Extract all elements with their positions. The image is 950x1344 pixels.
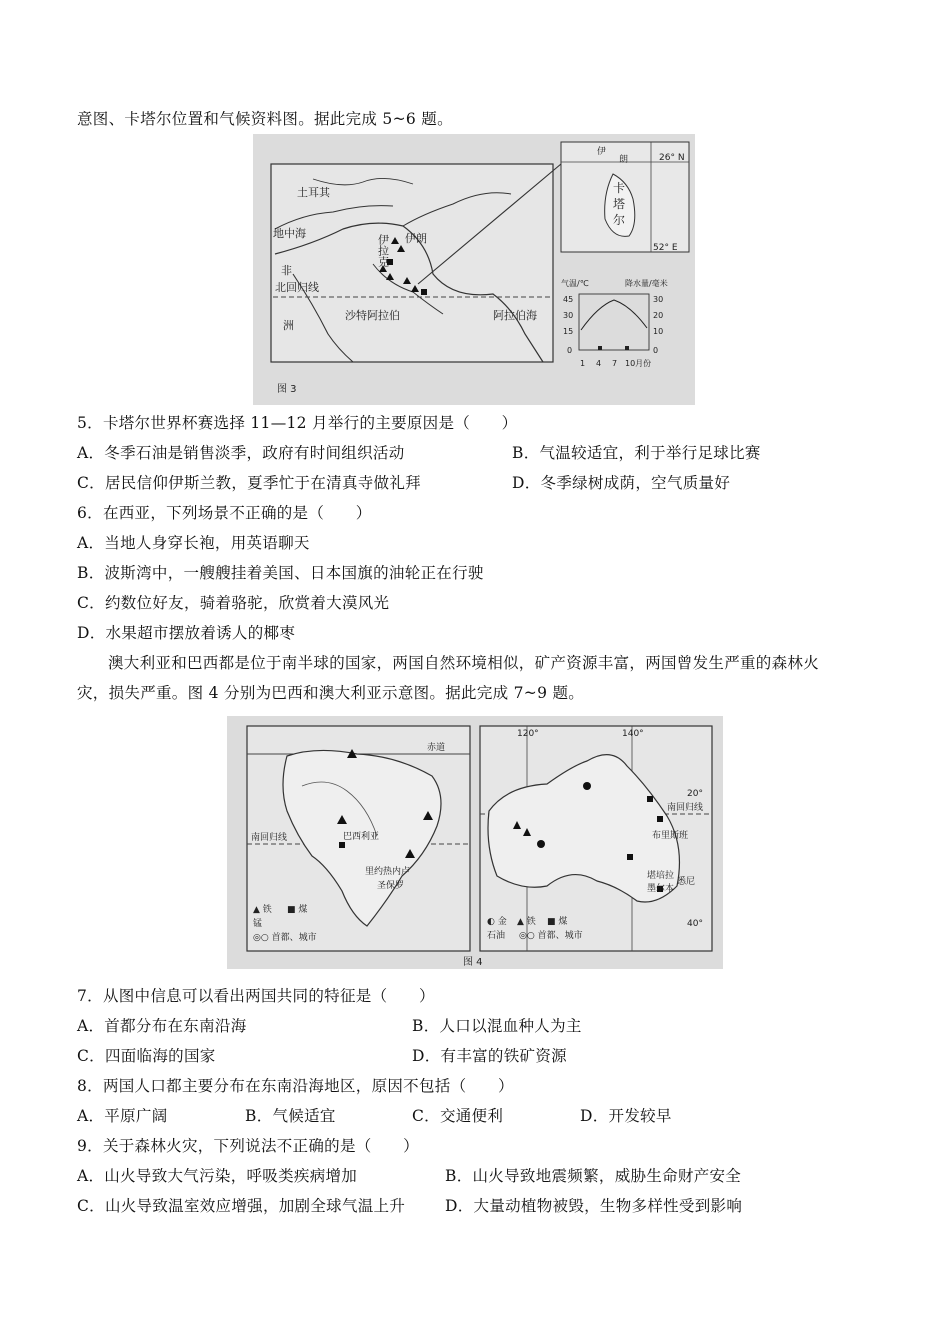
passage-line-1: 澳大利亚和巴西都是位于南半球的国家，两国自然环境相似，矿产资源丰富，两国曾发生严重的森林火 [108,654,820,672]
label-120: 120° [517,729,539,739]
aus-legend-gold: ◐ 金 [487,917,507,927]
q7-option-c: C．四面临海的国家 [77,1047,216,1065]
q5-option-c: C．居民信仰伊斯兰教，夏季忙于在清真寺做礼拜 [77,474,421,492]
brazil-legend-iron: ▲ 铁 [253,905,272,915]
label-equator: 赤道 [427,743,446,753]
intro-line: 意图、卡塔尔位置和气候资料图。据此完成 5~6 题。 [77,110,453,128]
figure-4 [227,716,723,969]
label-sao-paulo: 圣保罗 [377,881,405,891]
q5-option-a: A．冬季石油是销售淡季，政府有时间组织活动 [77,444,405,462]
label-40: 40° [687,919,703,929]
label-brasilia: 巴西利亚 [343,832,380,842]
label-brisbane: 布里斯班 [652,831,689,841]
q9-option-a: A．山火导致大气污染，呼吸类疾病增加 [77,1167,358,1185]
label-tropic-aus: 南回归线 [667,803,704,813]
q5-option-b: B．气温较适宜，利于举行足球比赛 [512,444,761,462]
label-saudi: 沙特阿拉伯 [345,309,400,322]
q5-stem: 5．卡塔尔世界杯赛选择 11—12 月举行的主要原因是（ ） [77,414,518,432]
label-26n: 26° N [659,153,685,163]
figure-3 [253,134,695,405]
figure3-caption: 图 3 [277,384,297,395]
inset-qatar-1: 卡 [613,181,626,195]
temp-axis-label: 气温/℃ [561,279,589,288]
inset-label-1: 伊 [597,147,607,157]
label-melbourne: 墨尔本 [647,884,675,894]
aus-legend-iron: ▲ 铁 [517,917,536,927]
label-20: 20° [687,789,703,799]
inset-label-2: 朗 [619,155,629,165]
precip-tick-30: 30 [653,295,664,304]
passage-line-2: 灾，损失严重。图 4 分别为巴西和澳大利亚示意图。据此完成 7~9 题。 [77,684,585,702]
q7-stem: 7．从图中信息可以看出两国共同的特征是（ ） [77,987,435,1005]
label-tropic: 北回归线 [275,281,319,294]
q9-option-c: C．山火导致温室效应增强，加剧全球气温上升 [77,1197,406,1215]
brazil-legend-capital: ◎○ 首都、城市 [253,933,317,943]
q7-option-d: D．有丰富的铁矿资源 [412,1047,567,1065]
precip-tick-0: 0 [653,346,659,355]
temp-tick-30: 30 [563,311,574,320]
q9-option-b: B．山火导致地震频繁，威胁生命财产安全 [445,1167,742,1185]
q6-option-d: D．水果超市摆放着诱人的椰枣 [77,624,296,642]
label-52e: 52° E [653,243,678,253]
precip-axis-label: 降水量/毫米 [625,279,668,288]
label-140: 140° [622,729,644,739]
q8-option-d: D．开发较早 [580,1107,672,1125]
month-4: 4 [596,359,602,368]
q6-option-b: B．波斯湾中，一艘艘挂着美国、日本国旗的油轮正在行驶 [77,564,484,582]
inset-qatar-2: 塔 [613,197,626,211]
aus-legend-coal: ■ 煤 [547,917,568,927]
aus-legend-capital: ◎○ 首都、城市 [519,931,583,941]
inset-qatar-3: 尔 [613,213,626,227]
q8-option-a: A．平原广阔 [77,1107,168,1125]
q9-stem: 9．关于森林火灾，下列说法不正确的是（ ） [77,1137,419,1155]
label-iran: 伊朗 [405,232,427,245]
aus-legend-oil: 石油 [487,931,506,941]
label-fei: 非 [281,264,292,277]
q6-option-c: C．约数位好友，骑着骆驼，欣赏着大漠风光 [77,594,390,612]
q8-option-c: C．交通便利 [412,1107,504,1125]
month-1: 1 [580,359,586,368]
temp-tick-15: 15 [563,327,574,336]
label-turkey: 土耳其 [297,186,330,199]
label-zhou: 洲 [283,319,294,332]
label-iraq: 伊拉克 [376,234,390,267]
q6-option-a: A．当地人身穿长袍，用英语聊天 [77,534,310,552]
label-canberra: 堪培拉 [647,871,675,881]
label-tropic-brazil: 南回归线 [251,833,288,843]
temp-tick-0: 0 [567,346,573,355]
brazil-legend-manganese: 锰 [253,919,263,929]
q8-option-b: B．气候适宜 [245,1107,336,1125]
q9-option-d: D．大量动植物被毁，生物多样性受到影响 [445,1197,743,1215]
q7-option-a: A．首都分布在东南沿海 [77,1017,247,1035]
label-mediterranean: 地中海 [273,227,306,240]
label-arabian-sea: 阿拉伯海 [493,309,537,322]
label-rio: 里约热内卢 [365,867,411,877]
month-7: 7 [612,359,618,368]
q7-option-b: B．人口以混血种人为主 [412,1017,582,1035]
label-sydney: 悉尼 [677,877,696,887]
q5-option-d: D．冬季绿树成荫，空气质量好 [512,474,731,492]
month-10: 10月份 [625,359,652,368]
precip-tick-20: 20 [653,311,664,320]
q8-stem: 8．两国人口都主要分布在东南沿海地区，原因不包括（ ） [77,1077,514,1095]
figure4-caption: 图 4 [463,957,483,968]
q6-stem: 6．在西亚，下列场景不正确的是（ ） [77,504,372,522]
temp-tick-45: 45 [563,295,574,304]
brazil-legend-coal: ■ 煤 [287,905,308,915]
precip-tick-10: 10 [653,327,664,336]
